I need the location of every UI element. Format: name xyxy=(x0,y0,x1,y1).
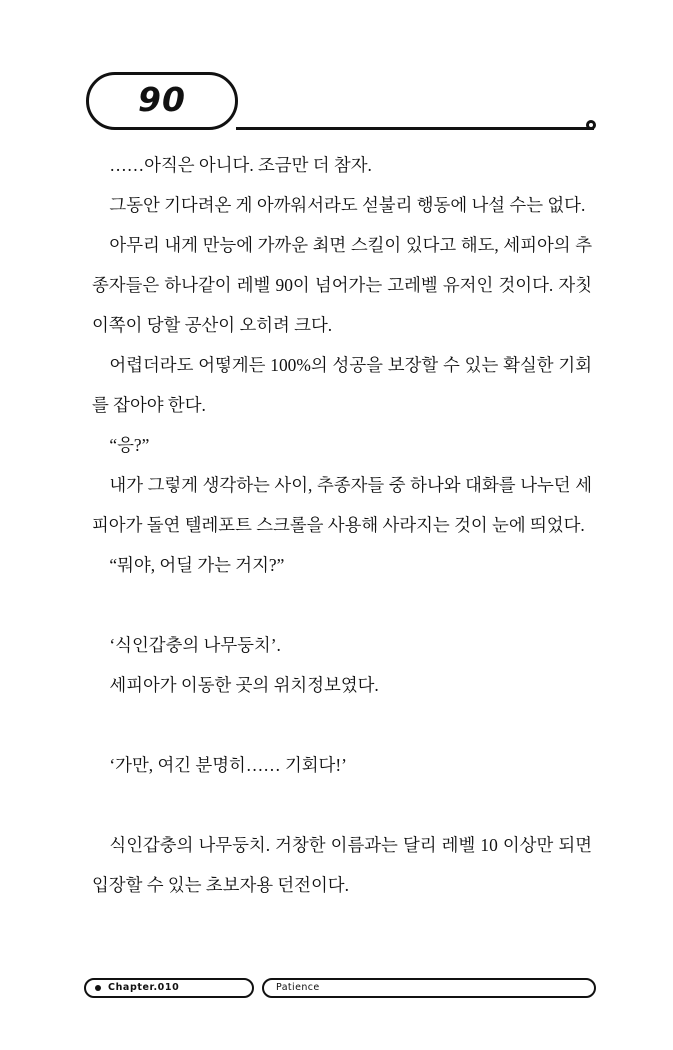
chapter-header xyxy=(86,72,606,142)
chapter-number-pill xyxy=(86,72,238,130)
paragraph: 아무리 내게 만능에 가까운 최면 스킬이 있다고 해도, 세피아의 추종자들은 하나같이 레벨 90이 넘어가는 고레벨 유저인 것이다. 자칫 이쪽이 당할 공산이 오히려 크다. xyxy=(92,235,592,335)
page-footer xyxy=(84,978,596,1000)
paragraph: “뭐야, 어딜 가는 거지?” xyxy=(109,555,285,575)
header-end-dot-icon xyxy=(586,120,596,130)
footer-chapter-label: Chapter.010 xyxy=(108,982,180,994)
paragraph: 식인갑충의 나무둥치. 거창한 이름과는 달리 레벨 10 이상만 되면 입장할 수 있는 초보자용 던전이다. xyxy=(92,835,592,895)
paragraph: 어렵더라도 어떻게든 100%의 성공을 보장할 수 있는 확실한 기회를 잡아야 한다. xyxy=(92,355,592,415)
paragraph: 내가 그렇게 생각하는 사이, 추종자들 중 하나와 대화를 나누던 세피아가 돌연 텔레포트 스크롤을 사용해 사라지는 것이 눈에 띄었다. xyxy=(92,475,592,535)
paragraph: 세피아가 이동한 곳의 위치정보였다. xyxy=(109,675,379,695)
paragraph-spacer xyxy=(92,785,592,825)
body-text xyxy=(92,145,592,905)
paragraph-spacer xyxy=(92,585,592,625)
paragraph: ‘가만, 여긴 분명히…… 기회다!’ xyxy=(109,755,347,775)
header-rule xyxy=(236,127,594,130)
footer-chapter-title: Patience xyxy=(276,982,320,994)
paragraph-spacer xyxy=(92,705,592,745)
paragraph: ……아직은 아니다. 조금만 더 참자. xyxy=(109,155,372,175)
paragraph: 그동안 기다려온 게 아까워서라도 섣불리 행동에 나설 수는 없다. xyxy=(109,195,586,215)
bullet-dot-icon xyxy=(95,985,101,991)
footer-title-chip xyxy=(262,978,596,998)
paragraph: ‘식인갑충의 나무둥치’. xyxy=(109,635,281,655)
paragraph: “응?” xyxy=(109,435,150,455)
chapter-number: 90 xyxy=(138,80,186,119)
footer-chapter-chip xyxy=(84,978,254,998)
